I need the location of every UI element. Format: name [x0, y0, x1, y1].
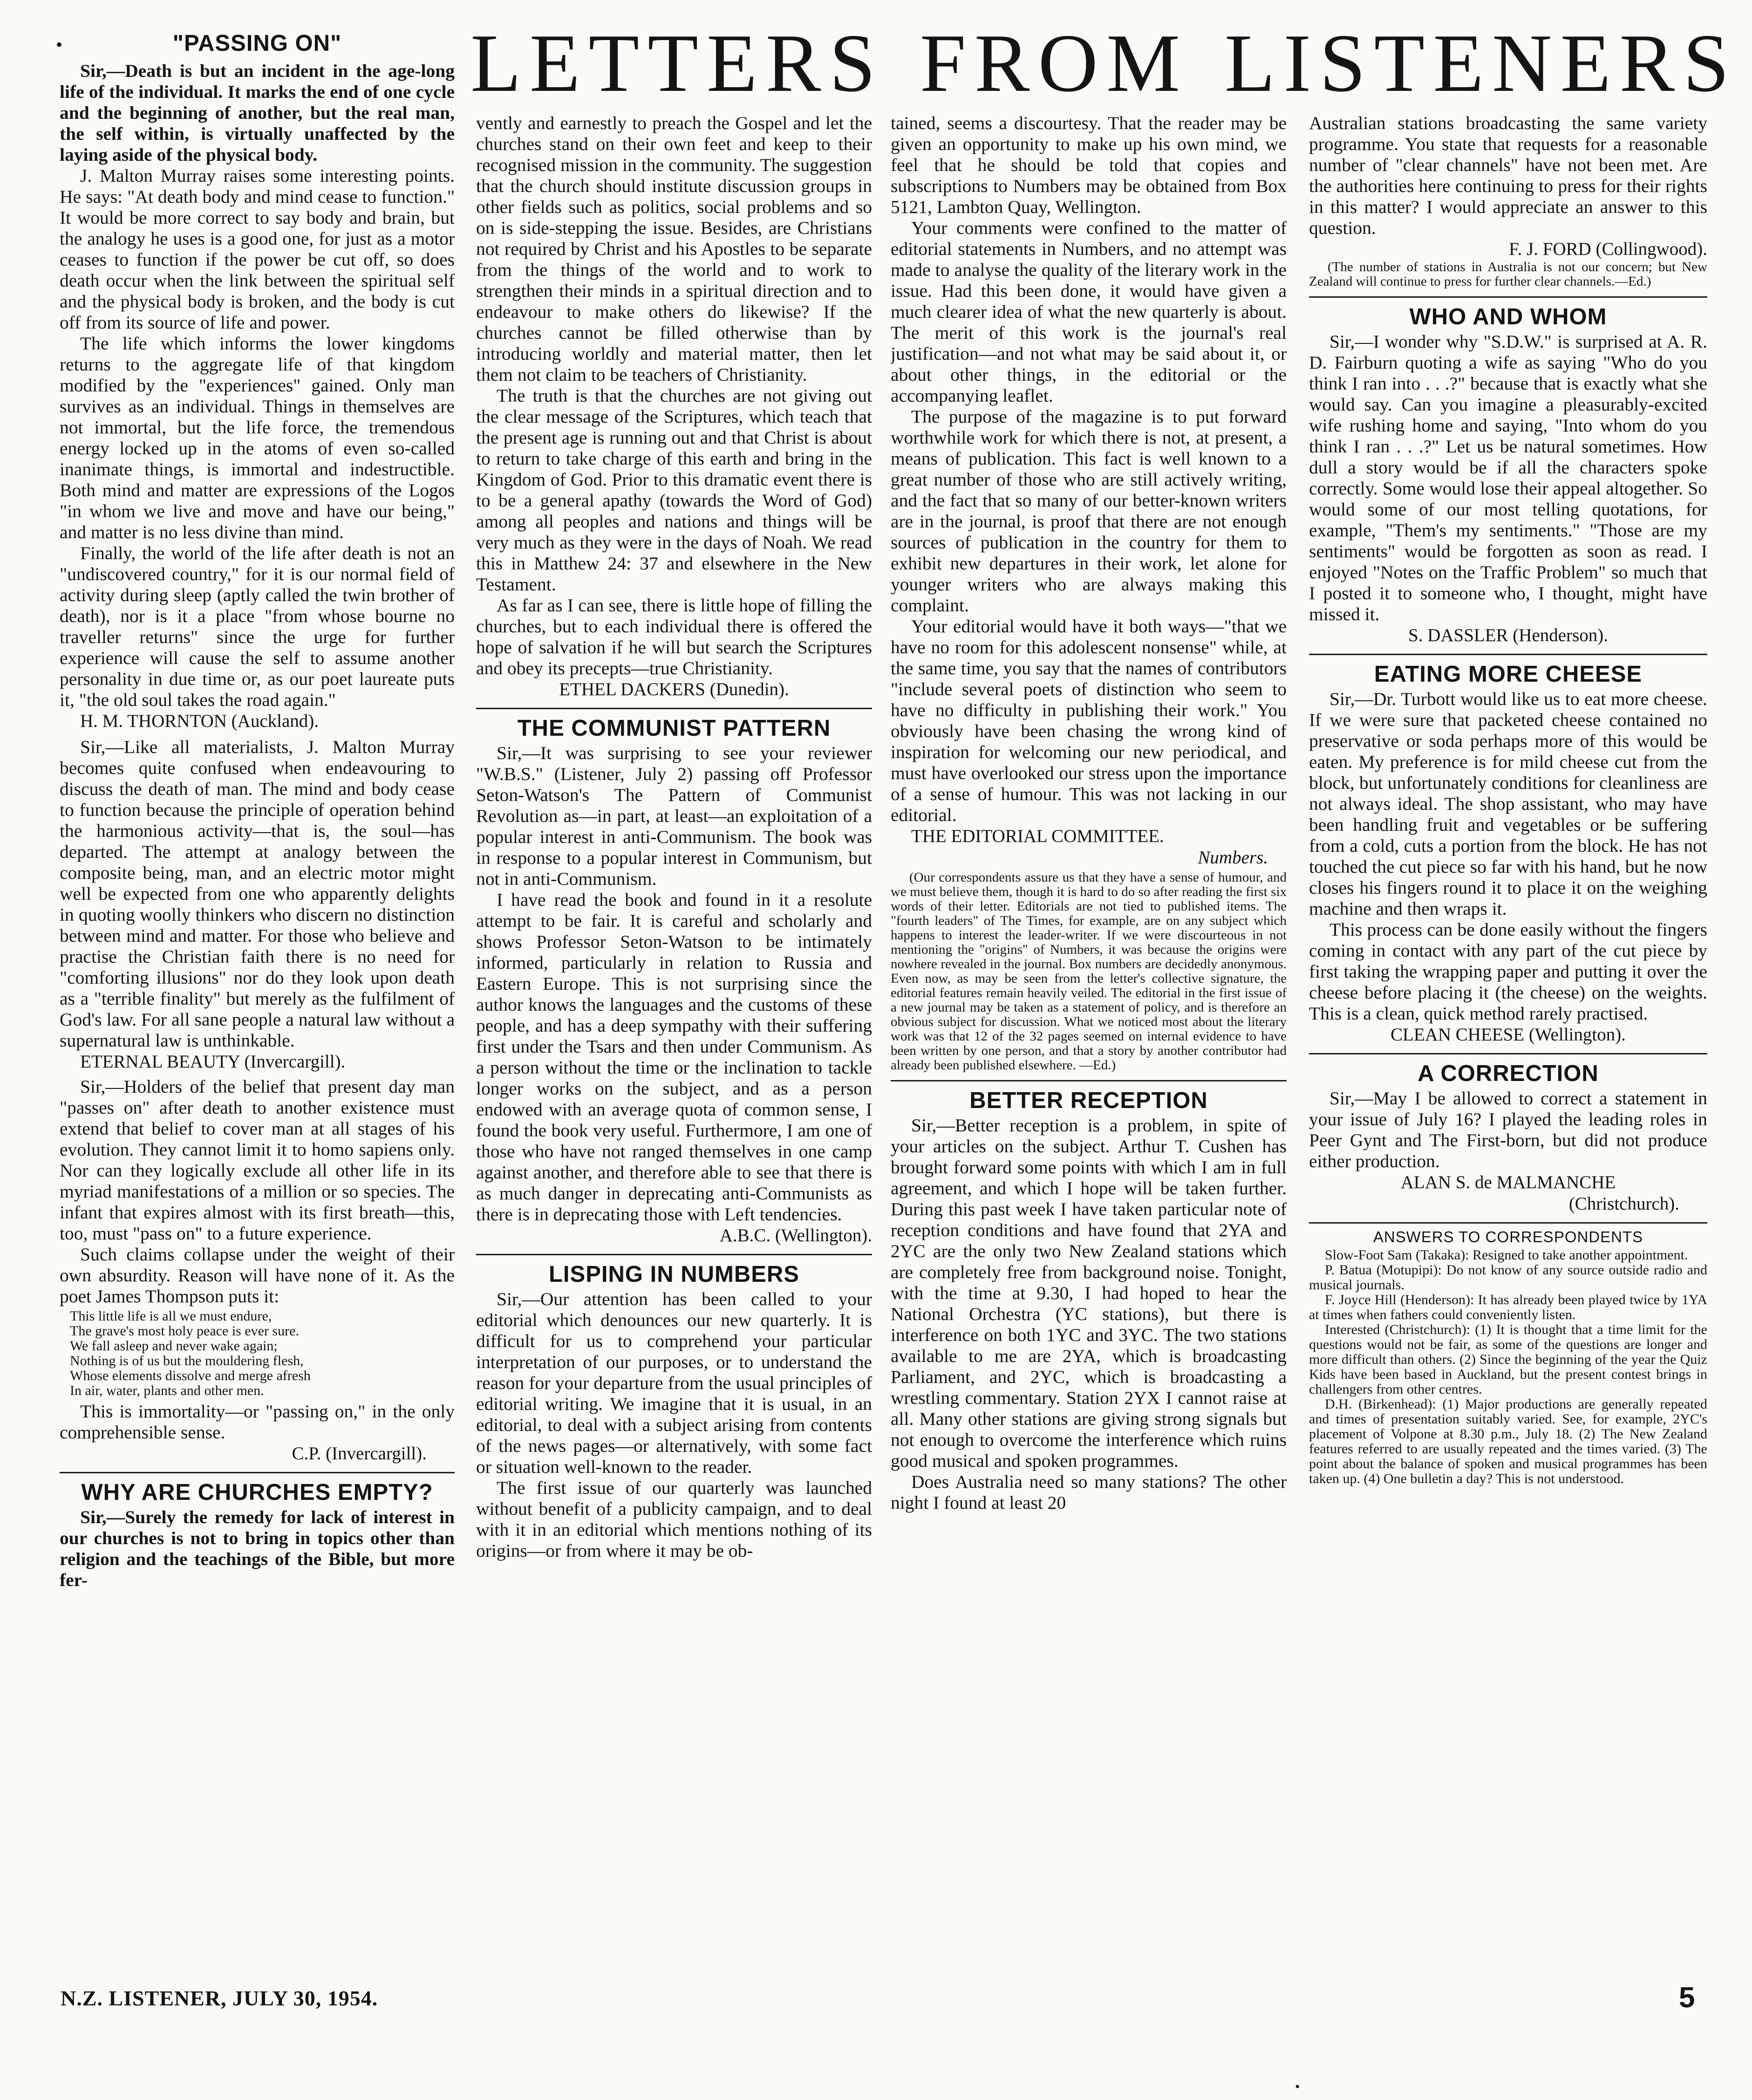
answer-item: Interested (Christchurch): (1) It is thought that a time limit for the questions would not be fair, as some of the questions are longer and more difficult than others. (2) Since the beginning of the year the Quiz Kids have been based in Auckland, but the present contest brings in challengers from other centres.: [1309, 1322, 1707, 1397]
column-3: [891, 113, 1287, 1930]
letter-signature: H. M. THORNTON (Auckland).: [80, 711, 319, 731]
print-speck: •: [1295, 2079, 1300, 2094]
letter-paragraph: This is immortality—or "passing on," in the only comprehensible sense.: [60, 1401, 455, 1443]
poem-line: This little life is all we must endure,: [70, 1308, 272, 1324]
editor-note: (The number of stations in Australia is not our concern; but New Zealand will continue to press for further clear channels.—Ed.): [1309, 260, 1707, 289]
answers-heading: ANSWERS TO CORRESPONDENTS: [1373, 1228, 1643, 1245]
section-rule: [1309, 1053, 1707, 1054]
letter-paragraph: This process can be done easily without the fingers coming in contact with any part of the cut piece by first taking the wrapping paper and putting it over the cheese before placing it (the cheese) on the weights. This is a clean, quick method rarely practised.: [1309, 919, 1707, 1024]
letter-signature: THE EDITORIAL COMMITTEE.: [911, 826, 1164, 846]
heading-eating-more-cheese: EATING MORE CHEESE: [1374, 662, 1643, 687]
letter-signature: S. DASSLER (Henderson).: [1408, 625, 1608, 645]
poem-line: Whose elements dissolve and merge afresh: [70, 1368, 311, 1383]
letter-paragraph: Finally, the world of the life after death is not an "undiscovered country," for it is our normal field of activity during sleep (aptly called the twin brother of death), nor is it a place "from whose bourne no traveller returns" since the urge for further experience will cause the self to assume another personality in due time or, as our poet laureate puts it, "the old soul takes the road again.": [60, 543, 455, 710]
letter-signature-publication: Numbers.: [1198, 848, 1268, 868]
letter-paragraph: Your comments were confined to the matter of editorial statements in Numbers, and no attempt was made to analyse the quality of the literary work in the issue. Had this been done, it would have given a much clearer idea of what the new quarterly is about. The merit of this work is the journal's real justification—and not what may be said about it, or about other things, in the editorial or the accompanying leaflet.: [891, 218, 1287, 406]
page-masthead: LETTERS FROM LISTENERS: [470, 17, 1738, 109]
letter-paragraph: The purpose of the magazine is to put forward worthwhile work for which there is not, at present, a means of publication. This fact is well known to a great number of those who are still actively writing, and the fact that so many of our better-known writers are in the journal, is proof that there are not enough sources of publication in the country for them to exhibit new departures in their work, let alone for younger writers who are always making this complaint.: [891, 406, 1287, 616]
letter-signature: F. J. FORD (Collingwood).: [1509, 239, 1707, 259]
letter-signature-place: (Christchurch).: [1568, 1194, 1679, 1214]
column-4: [1309, 113, 1707, 1967]
answer-item: Slow-Foot Sam (Takaka): Resigned to take another appointment.: [1325, 1247, 1688, 1263]
letter-paragraph: As far as I can see, there is little hope of filling the churches, but to each individual there is offered the hope of salvation if he will but search the Scriptures and obey its precepts—true Christianity.: [476, 595, 872, 678]
poem-line: The grave's most holy peace is ever sure.: [70, 1323, 299, 1339]
letter-signature: CLEAN CHEESE (Wellington).: [1391, 1025, 1626, 1045]
letter-paragraph: J. Malton Murray raises some interesting points. He says: "At death body and mind cease to function." It would be more correct to say body and brain, but the analogy he uses is a good one, for just as a motor ceases to function if the power be cut off, so does death occur when the link between the spiritual self and the physical body is broken, and the body is cut off from its source of life and power.: [60, 165, 455, 333]
section-rule: [891, 1080, 1287, 1081]
footer-publication-date: N.Z. LISTENER, JULY 30, 1954.: [61, 1986, 378, 2010]
section-rule: [476, 708, 872, 709]
heading-better-reception: BETTER RECEPTION: [969, 1088, 1208, 1113]
section-rule: [476, 1254, 872, 1255]
answers-to-correspondents: [1309, 1228, 1707, 1486]
heading-passing-on: "PASSING ON": [172, 31, 342, 56]
letter-signature: ETHEL DACKERS (Dunedin).: [559, 679, 789, 699]
column-1: [60, 29, 455, 1958]
column-2: [476, 113, 872, 1930]
letter-paragraph: Sir,—Our attention has been called to your editorial which denounces our new quarterly. It is difficult for us to comprehend your particular interpretation of our purposes, or to understand the reason for your departure from the usual principles of editorial writing. We imagine that it is usual, in an editorial, to deal with a subject arising from contents of the news pages—or alternatively, with some fact or situation well-known to the reader.: [476, 1289, 872, 1477]
letter-paragraph: vently and earnestly to preach the Gospel and let the churches stand on their own feet and keep to their recognised mission in the community. The suggestion that the church should institute discussion groups in other fields such as politics, social problems and so on is side-stepping the issue. Besides, are Christians not required by Christ and his Apostles to be separate from the things of the world and to work to strengthen their minds in a spiritual direction and to endeavour to make others do likewise? If the churches cannot be filled otherwise than by introducing worldly and material matter, then let them not claim to be teachers of Christianity.: [476, 113, 872, 385]
letter-paragraph: Sir,—Death is but an incident in the age-long life of the individual. It marks the end of one cycle and the beginning of another, but the real man, the self within, is virtually unaffected by the laying aside of the physical body.: [60, 61, 455, 165]
editor-note: (Our correspondents assure us that they have a sense of humour, and we must believe them, though it is hard to do so after reading the first six words of their letter. Editorials are not tied to published items. The "fourth leaders" of The Times, for example, are on any subject which happens to interest the leader-writer. If we were discourteous in not mentioning the "origins" of Numbers, it was because the origins were nowhere revealed in the journal. Box numbers are decidedly anonymous. Even now, as may be seen from the letter's collective signature, the editorial features remain heavily veiled. The editorial in the first issue of a new journal may be taken as a statement of policy, and is therefore an obvious subject for discussion. What we noticed most about the literary work was that 12 of the 32 pages seemed on internal evidence to have been written by one person, and that a story by another contributor had already been published elsewhere. —Ed.): [891, 870, 1287, 1073]
heading-who-and-whom: WHO AND WHOM: [1409, 304, 1607, 329]
letter-paragraph: tained, seems a discourtesy. That the reader may be given an opportunity to make up his own mind, we feel that he should be told that copies and subscriptions to Numbers may be obtained from Box 5121, Lambton Quay, Wellington.: [891, 113, 1287, 217]
letter-paragraph: Sir,—Holders of the belief that present day man "passes on" after death to another existence must extend that belief to cover man at all stages of his evolution. They cannot limit it to homo sapiens only. Nor can they logically exclude all other life in its myriad manifestations of a million or so species. The infant that expires almost with its first breath—this, too, must "pass on" to a future experience.: [60, 1076, 455, 1244]
letter-paragraph: Sir,—Dr. Turbott would like us to eat more cheese. If we were sure that packeted cheese contained no preservative or soda perhaps more of this would be eaten. My preference is for mild cheese cut from the block, but unfortunately conditions for cleanliness are not always ideal. The shop assistant, who may have been handling fruit and vegetables or be suffering from a cold, cuts a portion from the block. He has not touched the cut piece so far with his hand, but he now closes his fingers round it to place it on the weighing machine and then wraps it.: [1309, 689, 1707, 919]
section-rule: [60, 1472, 455, 1473]
poem-quote: [70, 1309, 455, 1398]
letter-signature: A.B.C. (Wellington).: [719, 1225, 872, 1245]
letter-paragraph: Sir,—Like all materialists, J. Malton Murray becomes quite confused when endeavouring to discuss the death of man. The mind and body cease to function because the principle of operation behind the harmonious activity—that is, the soul—has departed. The attempt at analogy between the composite being, man, and an electric motor might well be expected from one who apparently delights in quoting woolly thinkers who discern no distinction between mind and matter. For those who believe and practise the Christian faith there is no need for "comforting illusions" nor do they look upon death as a "terrible finality" but merely as the fulfilment of God's law. For all sane people a natural law without a supernatural law is unthinkable.: [60, 737, 455, 1051]
section-rule: [1309, 1222, 1707, 1224]
letter-signature: C.P. (Invercargill).: [292, 1443, 427, 1464]
heading-communist-pattern: THE COMMUNIST PATTERN: [517, 716, 831, 741]
letter-paragraph: The truth is that the churches are not giving out the clear message of the Scriptures, which teach that the present age is running out and that Christ is about to return to take charge of this earth and bring in the Kingdom of God. Prior to this dramatic event there is to be a general apathy (towards the Word of God) among all peoples and nations and things will be very much as they were in the days of Noah. We read this in Matthew 24: 37 and elsewhere in the New Testament.: [476, 385, 872, 595]
heading-a-correction: A CORRECTION: [1418, 1061, 1599, 1086]
letter-paragraph: The first issue of our quarterly was launched without benefit of a publicity campaign, and to deal with it in an editorial which mentions nothing of its origins—or from where it may be ob-: [476, 1478, 872, 1561]
section-rule: [1309, 654, 1707, 655]
answer-item: F. Joyce Hill (Henderson): It has already been played twice by 1YA at times when fathers could conveniently listen.: [1309, 1292, 1707, 1322]
letter-paragraph: Sir,—It was surprising to see your reviewer "W.B.S." (Listener, July 2) passing off Professor Seton-Watson's The Pattern of Communist Revolution as—in part, at least—an exploitation of a popular interest in anti-Communism. The book was in response to a popular interest in Communism, but not in anti-Communism.: [476, 743, 872, 889]
poem-line: We fall asleep and never wake again;: [70, 1338, 278, 1354]
letter-paragraph: The life which informs the lower kingdoms returns to the aggregate life of that kingdom modified by the "experiences" gained. Only man survives as an individual. Things in themselves are not immortal, but the life force, the tremendous energy locked up in the atoms of even so-called inanimate things, is immortal and indestructible. Both mind and matter are expressions of the Logos "in whom we live and move and have our being," and matter is no less divine than mind.: [60, 333, 455, 542]
answer-item: D.H. (Birkenhead): (1) Major productions are generally repeated and times of presentation suitably varied. See, for example, 2YC's placement of Volpone at 8.30 p.m., July 18. (2) The New Zealand features referred to are usually repeated and the times varied. (3) The point about the balance of spoken and musical programmes has been taken up. (4) One bulletin a day? This is not understood.: [1309, 1396, 1707, 1486]
letter-paragraph: Sir,—Better reception is a problem, in spite of your articles on the subject. Arthur T. Cushen has brought forward some points with which I am in full agreement, and which I hope will be taken further. During this past week I have taken particular note of reception conditions and have found that 2YA and 2YC are the only two New Zealand stations which are completely free from background noise. Tonight, with the time at 9.30, I had hoped to hear the National Orchestra (YC stations), but there is interference on both 1YC and 3YC. The two stations available to me are 2YA, which is broadcasting Parliament, and 2YC, which is broadcasting a wrestling commentary. Station 2YX I cannot raise at all. Many other stations are giving strong signals but not enough to overcome the interference which ruins good musical and spoken programmes.: [891, 1115, 1287, 1471]
letter-paragraph: Does Australia need so many stations? The other night I found at least 20: [891, 1471, 1287, 1513]
letter-paragraph: Sir,—May I be allowed to correct a statement in your issue of July 16? I played the leading roles in Peer Gynt and The First-born, but did not produce either production.: [1309, 1088, 1707, 1171]
letter-paragraph: Your editorial would have it both ways—"that we have no room for this adolescent nonsense" while, at the same time, you say that the names of contributors "include several poets of distinction who seem to have no difficulty in publishing their work." You obviously have been chasing the wrong kind of inspiration for welcoming our new periodical, and must have overlooked our stress upon the importance of a sense of humour. This was not lacking in our editorial.: [891, 616, 1287, 825]
letter-signature: ALAN S. de MALMANCHE: [1400, 1172, 1616, 1192]
letter-paragraph: Australian stations broadcasting the same variety programme. You state that requests for a reasonable number of "clear channels" have not been met. Are the authorities here continuing to press for their rights in this matter? I would appreciate an answer to this question.: [1309, 113, 1707, 238]
letter-paragraph: I have read the book and found in it a resolute attempt to be fair. It is careful and scholarly and shows Professor Seton-Watson to be intimately informed, particularly in relation to Russia and Eastern Europe. This is not surprising since the author knows the languages and the customs of these people, and has a deep sympathy with their suffering first under the Tsars and then under Communism. As a person without the time or the inclination to tackle longer works on the subject, and as a person endowed with an average quota of common sense, I found the book very useful. Furthermore, I am one of those who have not ranged themselves in one camp against another, and therefore able to see that there is as much danger in deprecating anti-Communists as there is in deprecating those with Left tendencies.: [476, 889, 872, 1224]
letter-paragraph: Such claims collapse under the weight of their own absurdity. Reason will have none of it. As the poet James Thompson puts it:: [60, 1244, 455, 1307]
print-speck: •: [56, 34, 63, 55]
answer-item: P. Batua (Motupipi): Do not know of any source outside radio and musical journals.: [1309, 1262, 1707, 1293]
letter-paragraph: Sir,—I wonder why "S.D.W." is surprised at A. R. D. Fairburn quoting a wife as saying "Who do you think I ran into . . .?" because that is exactly what she would say. Can you imagine a pleasurably-excited wife rushing home and saying, "Into whom do you think I ran . . .?" Let us be natural sometimes. How dull a story would be if all the characters spoke correctly. Some would lose their appeal altogether. So would some of our most telling quotations, for example, "Them's my sentiments." "Those are my sentiments" would be forgotten as soon as read. I enjoyed "Notes on the Traffic Problem" so much that I posted it to someone who, I thought, might have missed it.: [1309, 331, 1707, 624]
heading-churches-empty: WHY ARE CHURCHES EMPTY?: [81, 1480, 433, 1505]
poem-line: Nothing is of us but the mouldering flesh,: [70, 1353, 304, 1368]
page-number: 5: [1679, 1982, 1695, 2014]
letter-signature: ETERNAL BEAUTY (Invercargill).: [80, 1052, 346, 1072]
poem-line: In air, water, plants and other men.: [70, 1383, 264, 1398]
heading-lisping-in-numbers: LISPING IN NUMBERS: [549, 1262, 799, 1287]
section-rule: [1309, 296, 1707, 298]
letter-paragraph: Sir,—Surely the remedy for lack of interest in our churches is not to bring in topics other than religion and the teachings of the Bible, but more fer-: [60, 1507, 455, 1590]
